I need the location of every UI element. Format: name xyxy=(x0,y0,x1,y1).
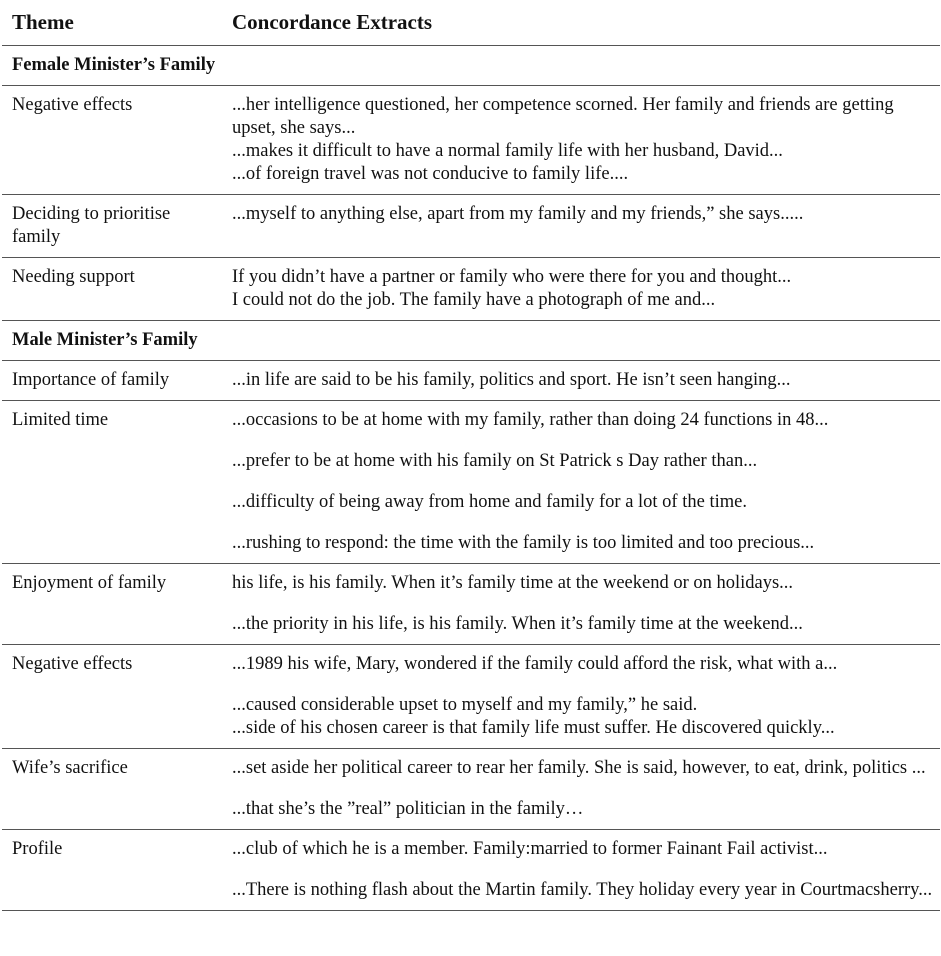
extracts-cell xyxy=(220,258,940,312)
extract-line: ...of foreign travel was not conducive to family life.... xyxy=(232,164,629,184)
extract-line: If you didn’t have a partner or family who were there for you and thought... xyxy=(232,267,792,287)
extracts-cell xyxy=(220,645,940,740)
extract-line: ...that she’s the ”real” politician in the family… xyxy=(232,799,584,819)
table-row xyxy=(2,195,940,258)
extracts-cell xyxy=(220,401,940,555)
table-row xyxy=(2,645,940,749)
theme-cell: Negative effects xyxy=(12,95,133,115)
extract-spacer xyxy=(232,473,940,491)
theme-cell: Negative effects xyxy=(12,654,133,674)
extracts-cell xyxy=(220,830,940,902)
extract-line: I could not do the job. The family have a photograph of me and... xyxy=(232,290,716,310)
extract-spacer xyxy=(232,780,940,798)
extracts-cell xyxy=(220,195,940,249)
theme-cell: Profile xyxy=(12,839,63,859)
extracts-cell xyxy=(220,86,940,186)
extract-line: ...side of his chosen career is that family life must suffer. He discovered quickly... xyxy=(232,718,835,738)
extract-line: ...club of which he is a member. Family:married to former Fainant Fail activist... xyxy=(232,839,828,859)
extract-spacer xyxy=(232,432,940,450)
theme-cell: Importance of family xyxy=(12,370,170,390)
theme-cell: Enjoyment of family xyxy=(12,573,167,593)
extract-line: ...There is nothing flash about the Martin family. They holiday every year in Courtmacsherry... xyxy=(232,880,933,900)
table-header xyxy=(2,0,940,46)
extract-line: his life, is his family. When it’s family time at the weekend or on holidays... xyxy=(232,573,794,593)
extract-line: ...caused considerable upset to myself and my family,” he said. xyxy=(232,695,698,715)
extract-spacer xyxy=(232,514,940,532)
table-row xyxy=(2,258,940,321)
extract-line: ...the priority in his life, is his family. When it’s family time at the weekend... xyxy=(232,614,803,634)
theme-cell: Limited time xyxy=(12,410,109,430)
extract-line: ...in life are said to be his family, politics and sport. He isn’t seen hanging... xyxy=(232,370,791,390)
extract-line: ...occasions to be at home with my family, rather than doing 24 functions in 48... xyxy=(232,410,829,430)
extract-spacer xyxy=(232,861,940,879)
extract-spacer xyxy=(232,595,940,613)
concordance-table xyxy=(2,0,940,911)
extracts-column-header: Concordance Extracts xyxy=(232,10,433,34)
extracts-cell xyxy=(220,361,940,392)
theme-cell: Wife’s sacrifice xyxy=(12,758,128,778)
theme-cell: Deciding to prioritise family xyxy=(12,204,171,247)
theme-column-header: Theme xyxy=(12,10,74,34)
extract-line: ...prefer to be at home with his family on St Patrick s Day rather than... xyxy=(232,451,758,471)
table-row xyxy=(2,86,940,195)
extract-line: ...myself to anything else, apart from my family and my friends,” she says..... xyxy=(232,204,804,224)
extract-line: ...makes it difficult to have a normal family life with her husband, David... xyxy=(232,141,783,161)
extract-line: ...set aside her political career to rear her family. She is said, however, to eat, drink, politics ... xyxy=(232,758,926,778)
extract-spacer xyxy=(232,676,940,694)
section-heading: Male Minister’s Family xyxy=(2,321,940,361)
theme-cell: Needing support xyxy=(12,267,135,287)
table-body xyxy=(2,46,940,911)
table-row xyxy=(2,361,940,401)
extract-line: ...difficulty of being away from home and family for a lot of the time. xyxy=(232,492,747,512)
section-heading: Female Minister’s Family xyxy=(2,46,940,86)
table-row xyxy=(2,749,940,830)
extracts-cell xyxy=(220,749,940,821)
table-row xyxy=(2,830,940,911)
table-row xyxy=(2,401,940,564)
extract-line: ...her intelligence questioned, her competence scorned. Her family and friends are getting upset, she says... xyxy=(232,95,894,138)
table-row xyxy=(2,564,940,645)
extracts-cell xyxy=(220,564,940,636)
extract-line: ...1989 his wife, Mary, wondered if the family could afford the risk, what with a... xyxy=(232,654,838,674)
extract-line: ...rushing to respond: the time with the family is too limited and too precious... xyxy=(232,533,815,553)
